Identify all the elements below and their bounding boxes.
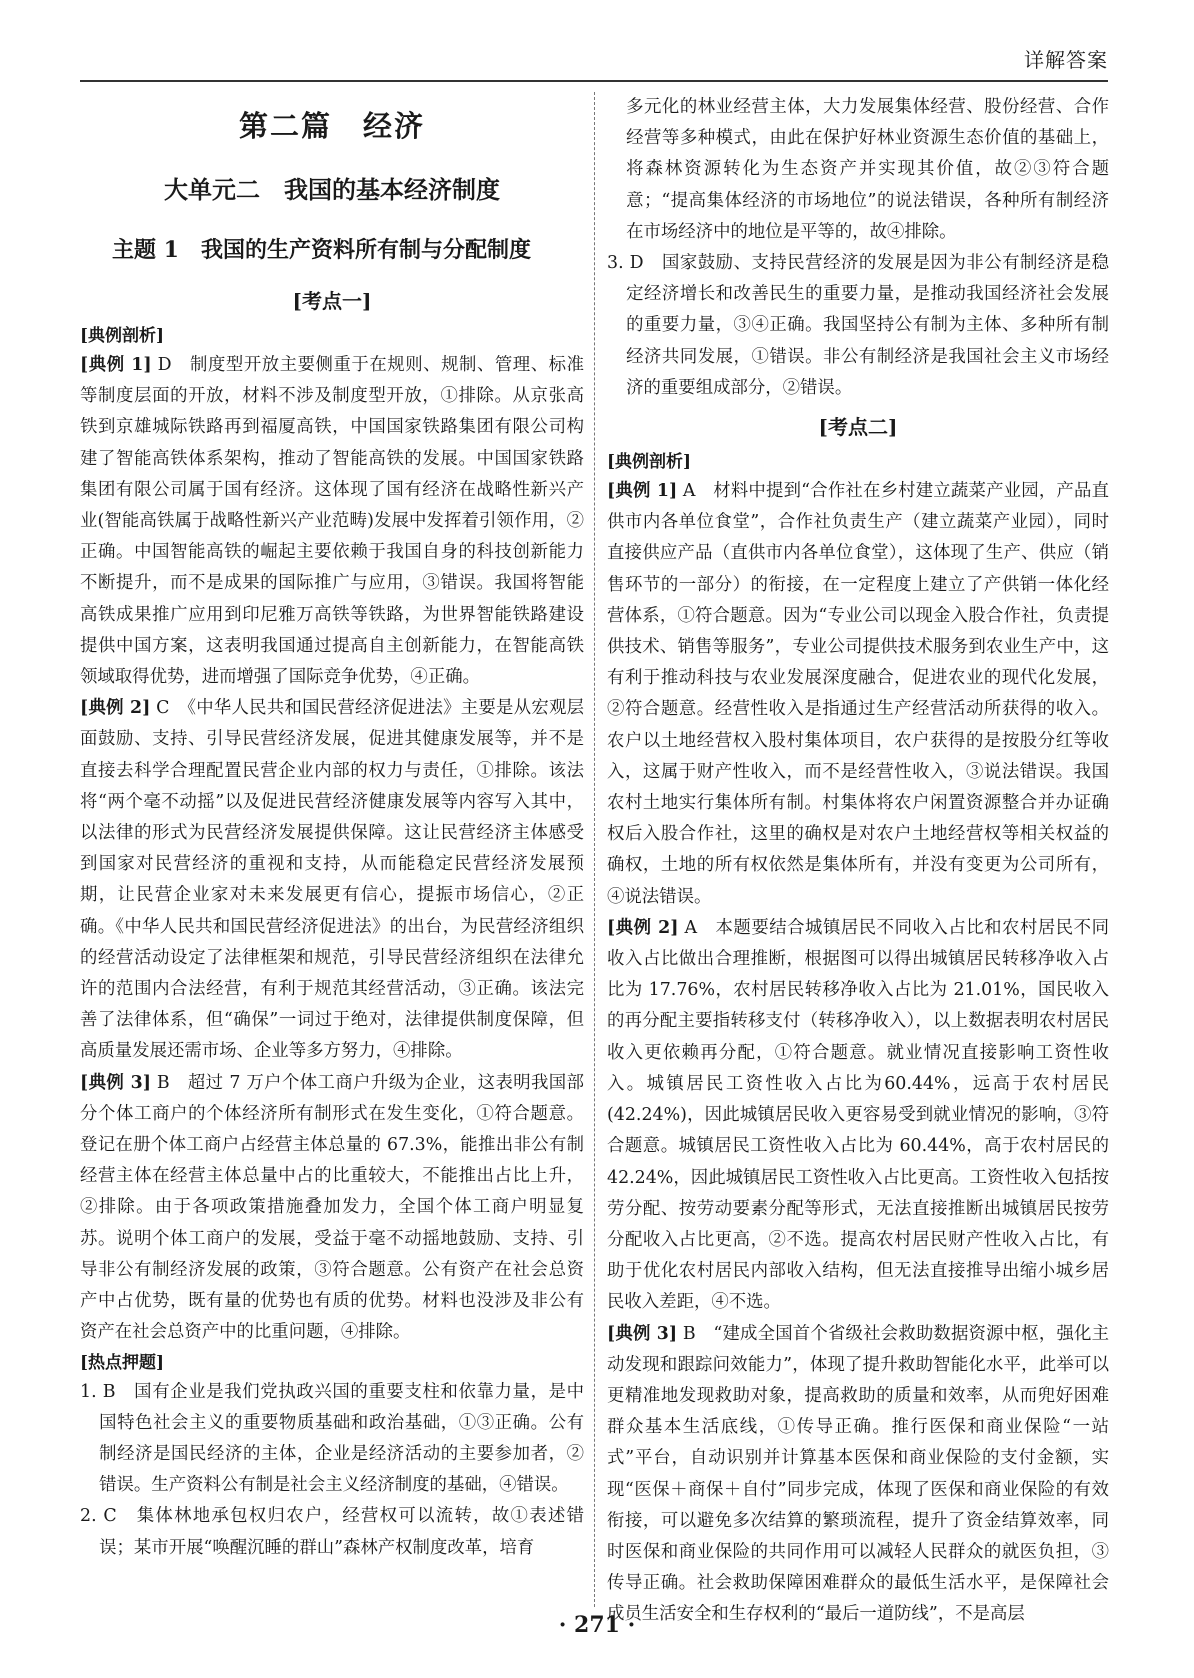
k2-example-2-text: A 本题要结合城镇居民不同收入占比和农村居民不同收入占比做出合理推断，根据图可以得出城镇居民转移净收入占比为 17.76%，农村居民转移净收入占比为 21.01%，国民收入的再分配主要指转移支付（转移净收入），以上数据表明农村居民收入更依赖再分配，①符合题意。就业情况直接影响工资性收入。城镇居民工资性收入占比为60.44%，远高于农村居民(42.24%)，因此城镇居民收入更容易受到就业情况的影响，③符合题意。城镇居民工资性收入占比为 60.44%，高于农村居民的 42.24%，因此城镇居民工资性收入占比更高。工资性收入包括按劳分配、按劳动要素分配等形式，无法直接推断出城镇居民按劳分配收入占比更高，②不选。提高农村居民财产性收入占比，有助于优化农村居民内部收入结构，但无法直接推导出缩小城乡居民收入差距，④不选。 (607, 917, 1109, 1313)
unit-title: 大单元二 我国的基本经济制度 (164, 175, 500, 204)
hot-questions-label: [热点押题] (80, 1352, 165, 1373)
k2-example-3-answer (607, 1319, 1109, 1631)
k2-example-2-answer (607, 913, 1109, 1319)
kaodian-one-heading: [考点一] (292, 289, 372, 313)
example-3-answer (80, 1068, 584, 1349)
k2-example-1-text: A 材料中提到“合作社在乡村建立蔬菜产业园，产品直供市内各单位食堂”，合作社负责生产（建立蔬菜产业园），同时直接供应产品（直供市内各单位食堂），这体现了生产、供应（销售环节的一部分）的衔接，在一定程度上建立了产供销一体化经营体系，①符合题意。因为“专业公司以现金入股合作社，负责提供技术、销售等服务”，专业公司提供技术服务到农业生产中，这有利于推动科技与农业发展深度融合，促进农业的现代化发展，②符合题意。经营性收入是指通过生产经营活动所获得的收入。农户以土地经营权入股村集体项目，农户获得的是按股分红等收入，这属于财产性收入，而不是经营性收入，③说法错误。我国农村土地实行集体所有制。村集体将农户闲置资源整合并办证确权后入股合作社，这里的确权是对农户土地经营权等相关权益的确权，土地的所有权依然是集体所有，并没有变更为公司所有，④说法错误。 (607, 481, 1109, 907)
topic-title: 主题 1 我国的生产资料所有制与分配制度 (112, 237, 531, 263)
hot-question-2-continued: 多元化的林业经营主体，大力发展集体经营、股份经营、合作经营等多种模式，由此在保护好林业资源生态价值的基础上，将森林资源转化为生态资产并实现其价值，故②③符合题意；“提高集体经济的市场地位”的说法错误，各种所有制经济在市场经济中的地位是平等的，故④排除。 (626, 97, 1109, 242)
k2-example-3-label: [典例 3] (607, 1323, 678, 1344)
example-1-label: [典例 1] (80, 355, 152, 375)
examples-section-label-2: [典例剖析] (607, 452, 692, 473)
right-column (607, 92, 1109, 1631)
example-2-text: C 《中华人民共和国民营经济促进法》主要是从宏观层面鼓励、支持、引导民营经济发展，促进其健康发展等，并不是直接去科学合理配置民营企业内部的权力与责任，①排除。该法将“两个毫不动摇”以及促进民营经济健康发展等内容写入其中，以法律的形式为民营经济发展提供保障。这让民营经济主体感受到国家对民营经济的重视和支持，从而能稳定民营经济发展预期，让民营企业家对未来发展更有信心，提振市场信心，②正确。《中华人民共和国民营经济促进法》的出台，为民营经济组织的经营活动设定了法律框架和规范，引导民营经济组织在法律允许的范围内合法经营，有利于规范其经营活动，③正确。该法完善了法律体系，但“确保”一词过于绝对，法律提供制度保障，但高质量发展还需市场、企业等多方努力，④排除。 (80, 698, 584, 1062)
k2-example-2-label: [典例 2] (607, 917, 679, 938)
header-section-tag: 详解答案 (1024, 48, 1108, 72)
page-number: · 271 · (558, 1612, 636, 1638)
k2-example-1-answer (607, 476, 1109, 913)
examples-section-label: [典例剖析] (80, 326, 165, 346)
part-title: 第二篇 经济 (238, 109, 425, 143)
k2-example-1-label: [典例 1] (607, 481, 678, 502)
example-1-text: D 制度型开放主要侧重于在规则、规制、管理、标准等制度层面的开放，材料不涉及制度型开放，①排除。从京张高铁到京雄城际铁路再到福厦高铁，中国国家铁路集团有限公司构建了智能高铁体系架构，推动了智能高铁的发展。中国国家铁路集团有限公司属于国有经济。这体现了国有经济在战略性新兴产业(智能高铁属于战略性新兴产业范畴)发展中发挥着引领作用，②正确。中国智能高铁的崛起主要依赖于我国自身的科技创新能力不断提升，而不是成果的国际推广与应用，③错误。我国将智能高铁成果推广应用到印尼雅万高铁等铁路，为世界智能铁路建设提供中国方案，这表明我国通过提高自主创新能力，在智能高铁领域取得优势，进而增强了国际竞争优势，④正确。 (80, 355, 584, 688)
hot-question-1-answer: 1. B 国有企业是我们党执政兴国的重要支柱和依靠力量，是中国特色社会主义的重要物质基础和政治基础，①③正确。公有制经济是国民经济的主体，企业是经济活动的主要参加者，②错误。生产资料公有制是社会主义经济制度的基础，④错误。 (80, 1381, 584, 1496)
example-3-label: [典例 3] (80, 1072, 151, 1093)
example-3-text: B 超过 7 万户个体工商户升级为企业，这表明我国部分个体工商户的个体经济所有制形式在发生变化，①符合题意。登记在册个体工商户占经营主体总量的 67.3%，能推出非公有制经营主体在经营主体总量中占的比重较大，不能推出占比上升，②排除。由于各项政策措施叠加发力，全国个体工商户明显复苏。说明个体工商户的发展，受益于毫不动摇地鼓励、支持、引导非公有制经济发展的政策，③符合题意。公有资产在社会总资产中占优势，既有量的优势也有质的优势。材料也没涉及非公有资产在社会总资产中的比重问题，④排除。 (80, 1072, 584, 1343)
header-rule (80, 80, 1108, 82)
column-divider (594, 92, 595, 1607)
kaodian-two-heading: [考点二] (818, 415, 898, 440)
left-column (80, 92, 584, 1564)
example-2-label: [典例 2] (80, 698, 151, 719)
example-2-answer (80, 693, 584, 1067)
k2-example-3-text: B “建成全国首个省级社会救助数据资源中枢，强化主动发现和跟踪问效能力”，体现了提升救助智能化水平，此举可以更精准地发现救助对象，提高救助的质量和效率，从而兜好困难群众基本生活底线，①传导正确。推行医保和商业保险“一站式”平台，自动识别并计算基本医保和商业保险的支付金额，实现“医保＋商保＋自付”同步完成，体现了医保和商业保险的有效衔接，可以避免多次结算的繁琐流程，提升了资金结算效率，同时医保和商业保险的共同作用可以减轻人民群众的就医负担，③传导正确。社会救助保障困难群众的最低生活水平，是保障社会成员生活安全和生存权利的“最后一道防线”，不是高层 (607, 1323, 1109, 1625)
example-1-answer (80, 350, 584, 693)
hot-question-3-answer: 3. D 国家鼓励、支持民营经济的发展是因为非公有制经济是稳定经济增长和改善民生的重要力量，是推动我国经济社会发展的重要力量，③④正确。我国坚持公有制为主体、多种所有制经济共同发展，①错误。非公有制经济是我国社会主义市场经济的重要组成部分，②错误。 (607, 253, 1109, 398)
hot-question-2-answer: 2. C 集体林地承包权归农户，经营权可以流转，故①表述错误；某市开展“唤醒沉睡的群山”森林产权制度改革，培育 (80, 1506, 584, 1558)
